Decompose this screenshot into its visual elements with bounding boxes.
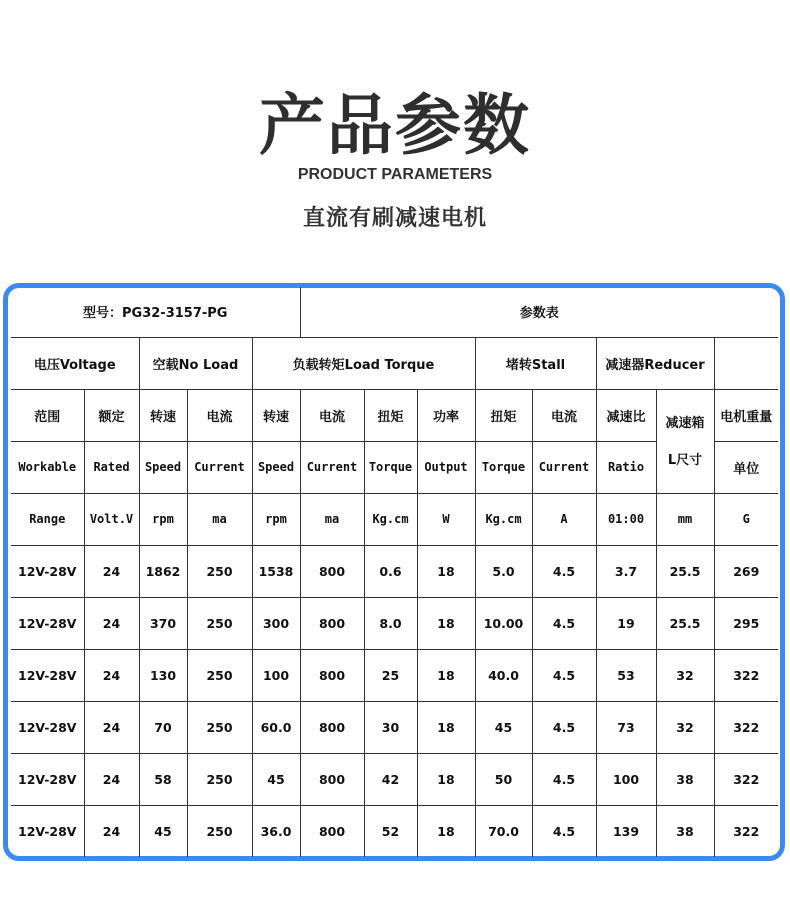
column-header-en: Current: [187, 441, 252, 493]
table-cell: 18: [417, 805, 475, 857]
table-cell: 36.0: [252, 805, 300, 857]
table-cell: 24: [84, 597, 139, 649]
table-cell: 40.0: [475, 649, 532, 701]
table-cell: 295: [714, 597, 778, 649]
table-cell: 1538: [252, 545, 300, 597]
table-cell: 1862: [139, 545, 187, 597]
table-cell: 24: [84, 805, 139, 857]
table-cell: 100: [596, 753, 656, 805]
column-header: 电流: [187, 389, 252, 441]
unit-cell: rpm: [252, 493, 300, 545]
table-caption: 参数表: [300, 287, 778, 337]
table-cell: 800: [300, 649, 364, 701]
table-cell: 300: [252, 597, 300, 649]
table-cell: 800: [300, 753, 364, 805]
column-header: 减速箱: [656, 389, 714, 441]
table-cell: 24: [84, 649, 139, 701]
table-cell: 4.5: [532, 805, 596, 857]
column-header-en: L尺寸: [656, 441, 714, 493]
unit-cell: W: [417, 493, 475, 545]
table-cell: 12V-28V: [11, 805, 84, 857]
column-header: 额定: [84, 389, 139, 441]
table-cell: 139: [596, 805, 656, 857]
column-header-en: Current: [532, 441, 596, 493]
group-header-row: [11, 337, 778, 389]
table-cell: 50: [475, 753, 532, 805]
table-cell: 250: [187, 701, 252, 753]
table-cell: 10.00: [475, 597, 532, 649]
table-cell: 800: [300, 701, 364, 753]
table-cell: 24: [84, 753, 139, 805]
table-cell: 250: [187, 649, 252, 701]
table-row: [11, 753, 778, 805]
table-cell: 12V-28V: [11, 753, 84, 805]
column-header: 扭矩: [475, 389, 532, 441]
column-cn-row: [11, 389, 778, 441]
column-header: 电流: [532, 389, 596, 441]
page-title: 产品参数: [259, 87, 531, 164]
table-cell: 25.5: [656, 597, 714, 649]
column-header-en: Current: [300, 441, 364, 493]
table-cell: 3.7: [596, 545, 656, 597]
unit-cell: ma: [187, 493, 252, 545]
column-header-en: Speed: [139, 441, 187, 493]
group-blank: [714, 337, 778, 389]
table-cell: 12V-28V: [11, 701, 84, 753]
column-header-en: Torque: [475, 441, 532, 493]
table-cell: 250: [187, 545, 252, 597]
column-header-en: Ratio: [596, 441, 656, 493]
table-row: [11, 701, 778, 753]
column-header: 扭矩: [364, 389, 417, 441]
table-cell: 58: [139, 753, 187, 805]
table-cell: 18: [417, 701, 475, 753]
table-row: [11, 649, 778, 701]
column-header-en: 单位: [714, 441, 778, 493]
table-title-row: [11, 287, 778, 337]
unit-cell: A: [532, 493, 596, 545]
table-cell: 32: [656, 649, 714, 701]
table-cell: 32: [656, 701, 714, 753]
table-cell: 45: [475, 701, 532, 753]
group-load-torque: 负载转矩Load Torque: [252, 337, 475, 389]
table-cell: 42: [364, 753, 417, 805]
table-cell: 25.5: [656, 545, 714, 597]
unit-cell: ma: [300, 493, 364, 545]
table-cell: 18: [417, 753, 475, 805]
table-cell: 322: [714, 701, 778, 753]
table-cell: 18: [417, 597, 475, 649]
table-cell: 8.0: [364, 597, 417, 649]
column-header: 功率: [417, 389, 475, 441]
table-cell: 800: [300, 545, 364, 597]
table-cell: 4.5: [532, 597, 596, 649]
group-voltage: 电压Voltage: [11, 337, 139, 389]
table-cell: 12V-28V: [11, 597, 84, 649]
table-cell: 38: [656, 805, 714, 857]
column-header-en: Speed: [252, 441, 300, 493]
table-cell: 250: [187, 597, 252, 649]
unit-cell: G: [714, 493, 778, 545]
column-en-row: [11, 441, 778, 493]
column-header: 转速: [139, 389, 187, 441]
unit-cell: mm: [656, 493, 714, 545]
table-row: [11, 805, 778, 857]
model-number: 型号：PG32-3157-PG: [11, 287, 300, 337]
table-cell: 130: [139, 649, 187, 701]
table-cell: 18: [417, 545, 475, 597]
group-reducer: 减速器Reducer: [596, 337, 714, 389]
group-stall: 堵转Stall: [475, 337, 596, 389]
table-cell: 322: [714, 753, 778, 805]
table-cell: 100: [252, 649, 300, 701]
table-cell: 4.5: [532, 701, 596, 753]
table-row: [11, 545, 778, 597]
column-header-en: Rated: [84, 441, 139, 493]
table-cell: 25: [364, 649, 417, 701]
table-cell: 370: [139, 597, 187, 649]
page-subtitle-en: PRODUCT PARAMETERS: [297, 166, 493, 183]
column-header: 电机重量: [714, 389, 778, 441]
column-header: 减速比: [596, 389, 656, 441]
table-cell: 73: [596, 701, 656, 753]
table-cell: 60.0: [252, 701, 300, 753]
table-cell: 70.0: [475, 805, 532, 857]
table-cell: 4.5: [532, 545, 596, 597]
column-header: 范围: [11, 389, 84, 441]
table-cell: 12V-28V: [11, 545, 84, 597]
table-cell: 12V-28V: [11, 649, 84, 701]
table-cell: 52: [364, 805, 417, 857]
column-header: 转速: [252, 389, 300, 441]
unit-cell: Kg.cm: [475, 493, 532, 545]
table-cell: 4.5: [532, 753, 596, 805]
table-cell: 53: [596, 649, 656, 701]
unit-cell: Volt.V: [84, 493, 139, 545]
table-row: [11, 597, 778, 649]
table-cell: 322: [714, 805, 778, 857]
table-cell: 800: [300, 597, 364, 649]
table-cell: 70: [139, 701, 187, 753]
product-name: 直流有刷减速电机: [302, 206, 487, 231]
table-cell: 45: [139, 805, 187, 857]
table-cell: 45: [252, 753, 300, 805]
unit-cell: Range: [11, 493, 84, 545]
table-cell: 30: [364, 701, 417, 753]
table-cell: 5.0: [475, 545, 532, 597]
unit-cell: rpm: [139, 493, 187, 545]
table-cell: 250: [187, 805, 252, 857]
table-cell: 800: [300, 805, 364, 857]
table-cell: 24: [84, 701, 139, 753]
column-header-en: Workable: [11, 441, 84, 493]
unit-cell: Kg.cm: [364, 493, 417, 545]
units-row: [11, 493, 778, 545]
group-no-load: 空载No Load: [139, 337, 252, 389]
unit-cell: 01:00: [596, 493, 656, 545]
table-cell: 250: [187, 753, 252, 805]
table-cell: 269: [714, 545, 778, 597]
parameters-table: [11, 287, 778, 857]
column-header-en: Torque: [364, 441, 417, 493]
table-cell: 18: [417, 649, 475, 701]
table-cell: 24: [84, 545, 139, 597]
table-cell: 322: [714, 649, 778, 701]
column-header-en: Output: [417, 441, 475, 493]
table-cell: 19: [596, 597, 656, 649]
column-header: 电流: [300, 389, 364, 441]
table-cell: 4.5: [532, 649, 596, 701]
table-cell: 0.6: [364, 545, 417, 597]
table-cell: 38: [656, 753, 714, 805]
